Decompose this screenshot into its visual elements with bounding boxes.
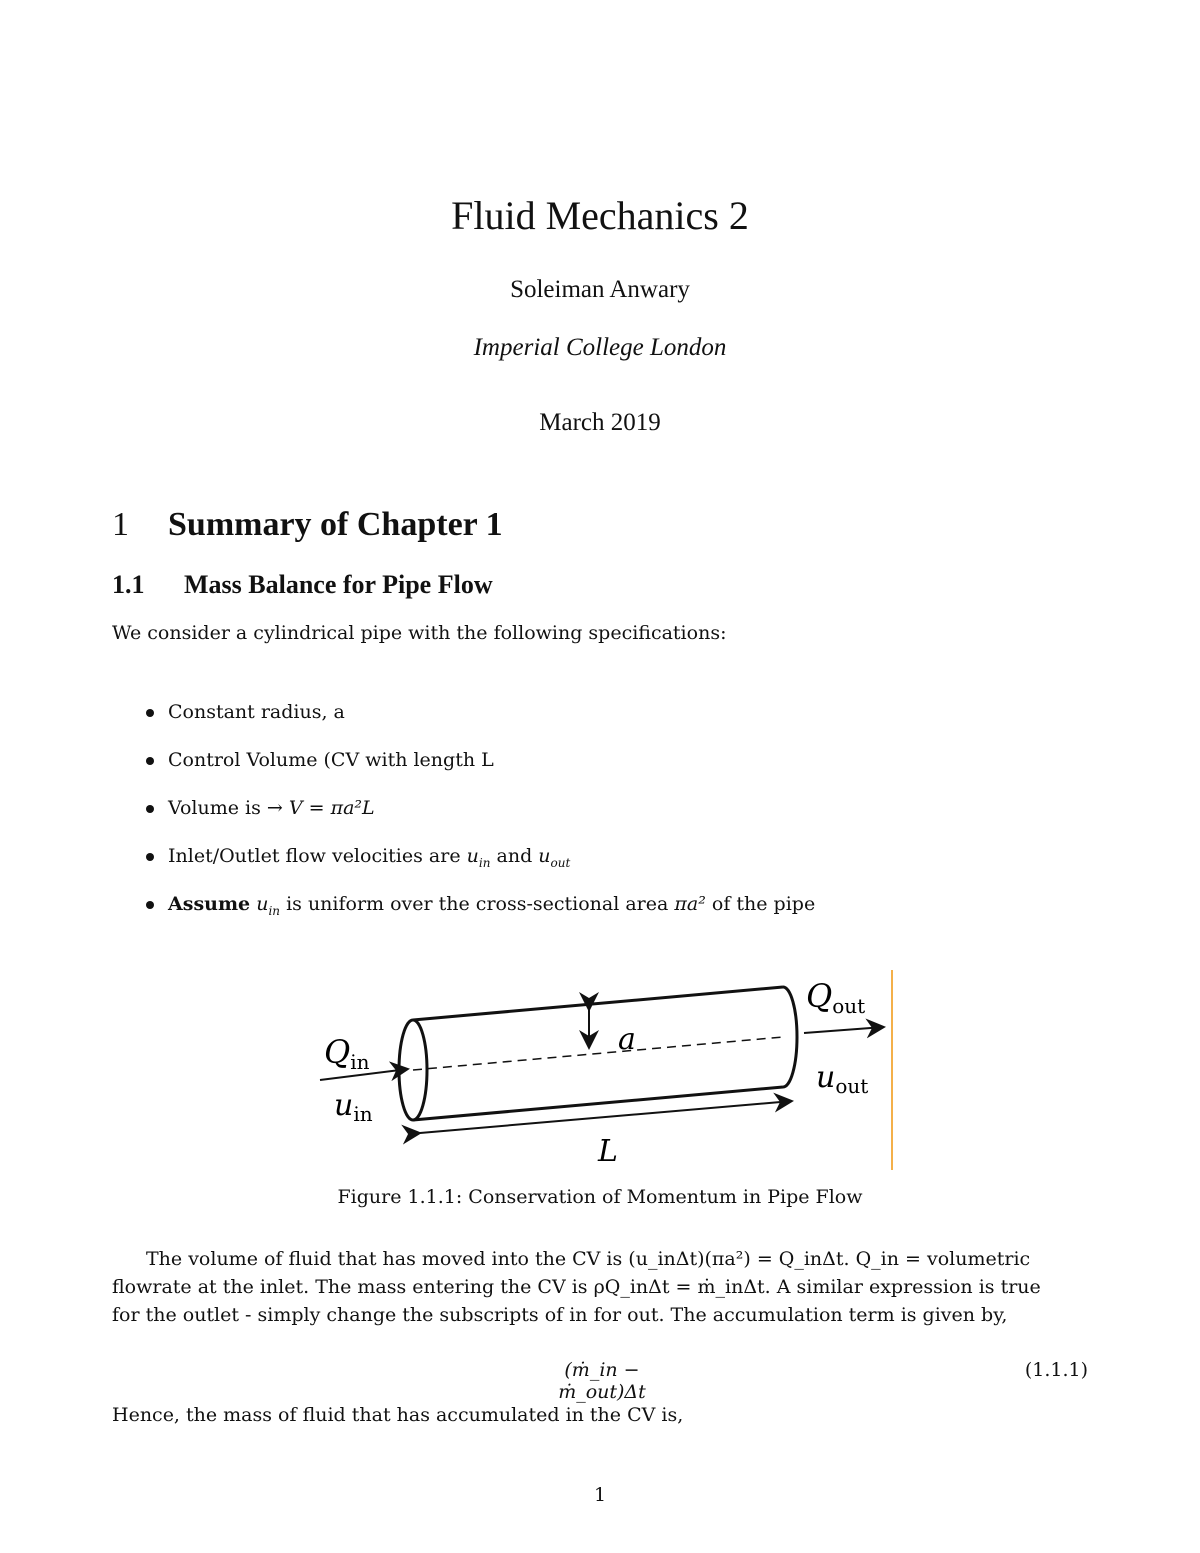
institution: Imperial College London [473,334,727,361]
q-out-label: Qout [806,977,866,1018]
bullet-icon [146,853,154,861]
length-label: L [598,1134,618,1169]
length-arrow [420,1101,792,1133]
u-out-label: $u_{out}$ [816,1060,869,1098]
bullet-icon [146,901,154,909]
bullet-icon [146,757,154,765]
subsection-heading [112,570,493,600]
subsection-number: 1.1 [112,570,145,599]
body-paragraph [112,1245,1092,1329]
pipe-outlet-edge [783,987,797,1087]
section-title: Summary of Chapter 1 [168,506,503,543]
spec-list [112,698,815,938]
list-item [112,794,815,842]
radius-label: a [618,1022,636,1057]
list-item [112,746,815,794]
list-item [112,842,815,890]
page-number: 1 [593,1484,607,1506]
volume-formula: V = πa²L [288,797,375,819]
list-item-text: Volume is → [168,797,283,819]
u-out-symbol: $u_{out}$ [538,845,571,870]
u-in-symbol: $u_{in}$ [256,893,281,918]
u-in-symbol: $u_{in}$ [466,845,491,870]
outlet-arrow [804,1027,884,1033]
pipe-figure [312,965,902,1175]
list-item [112,698,815,746]
section-heading [112,506,503,544]
assume-label: Assume [168,893,251,915]
figure-caption: Figure 1.1.1: Conservation of Momentum in Pipe Flow [337,1186,863,1208]
paragraph-line: flowrate at the inlet. The mass entering the CV is ρQ_inΔt = ṁ_inΔt. A similar expression is true [112,1276,1041,1298]
u-in-label: $u_{in}$ [334,1088,373,1126]
subsection-title: Mass Balance for Pipe Flow [184,570,493,599]
paragraph-line: for the outlet - simply change the subscripts of in for out. The accumulation term is given by, [112,1304,1008,1326]
intro-paragraph: We consider a cylindrical pipe with the following specifications: [112,622,727,644]
pipe-top-edge [413,987,783,1020]
equation-expression: (ṁ_in − ṁ_out)Δt [558,1359,646,1403]
author-name: Soleiman Anwary [510,276,690,303]
section-number: 1 [112,506,129,543]
pipe-diagram [312,965,902,1175]
document-title: Fluid Mechanics 2 [451,193,749,238]
list-item-text: Inlet/Outlet flow velocities are [168,845,461,867]
pipe-bottom-edge [413,1087,783,1120]
list-item-text: Control Volume (CV with length L [168,749,494,771]
list-item-text: is uniform over the cross-sectional area [286,893,669,915]
paragraph-line: The volume of fluid that has moved into the CV is (u_inΔt)(πa²) = Q_inΔt. Q_in = volumetric [146,1248,1031,1270]
q-in-label: Qin [324,1033,370,1074]
document-date: March 2019 [539,409,661,436]
bullet-icon [146,805,154,813]
area-formula: πa² [674,893,706,915]
equation-number: (1.1.1) [1024,1359,1088,1381]
bullet-icon [146,709,154,717]
list-item-text: of the pipe [711,893,816,915]
pipe-centerline [413,1037,783,1070]
list-item [112,890,815,938]
after-equation-text: Hence, the mass of fluid that has accumulated in the CV is, [112,1404,684,1426]
and-text: and [496,845,533,867]
list-item-text: Constant radius, a [168,701,345,723]
